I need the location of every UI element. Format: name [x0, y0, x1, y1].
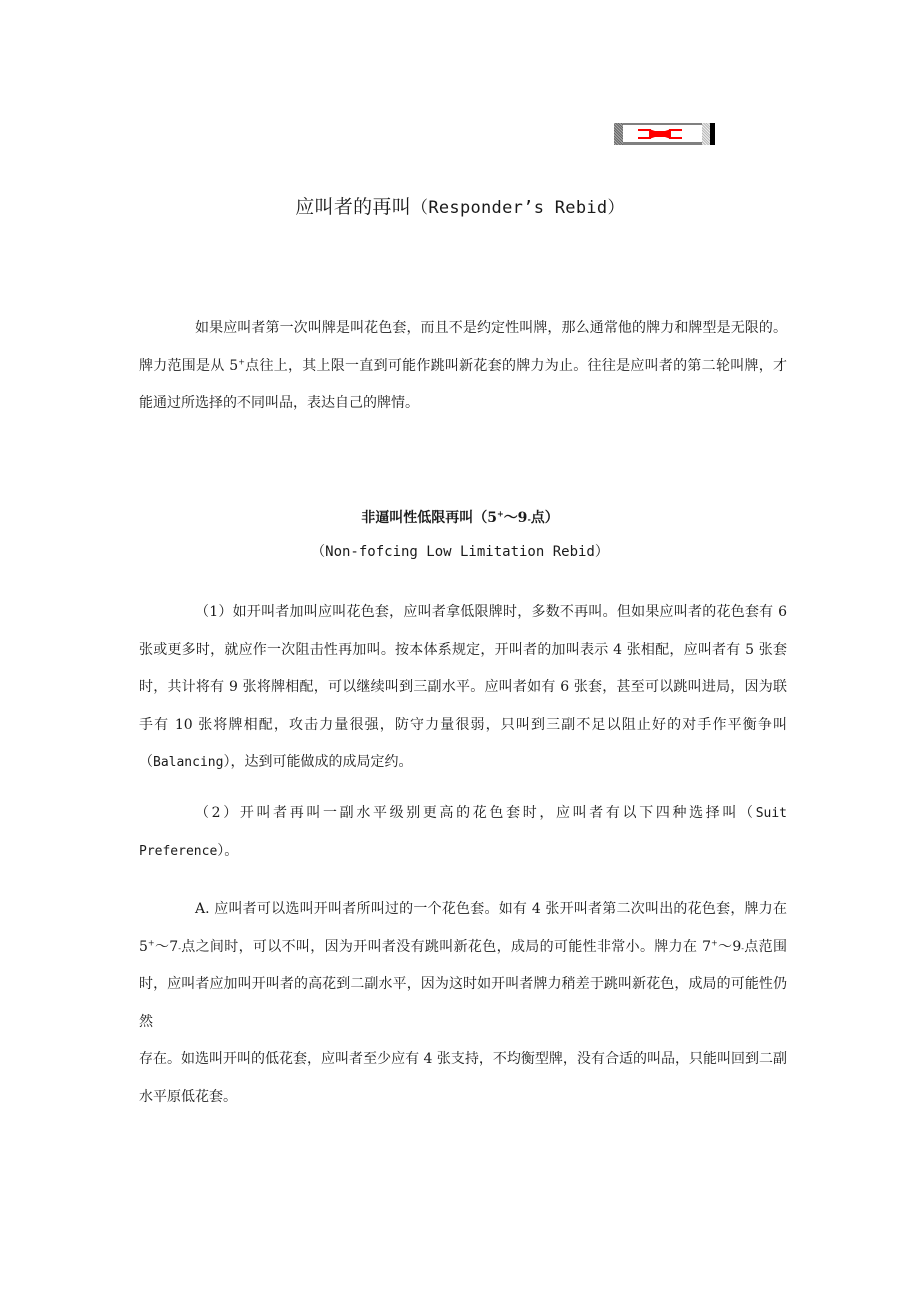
- para3-b-cont: 点范围时，应叫者应加叫开叫者的高花到二副水平，因为这时如开叫者牌力稍差于跳叫新花色，成局的可能性仍然: [139, 938, 787, 1030]
- divider-logo: [614, 123, 715, 145]
- para3-a-sub: -: [178, 943, 181, 953]
- para3-b-sup: +: [710, 937, 718, 947]
- heading-end: 点）: [530, 510, 559, 526]
- para2-text: （2）开叫者再叫一副水平级别更高的花色套时，应叫者有以下四种选择叫（: [195, 805, 756, 821]
- title-english: （Responder’s Rebid）: [411, 198, 625, 218]
- section-heading: [0, 507, 920, 527]
- logo-shadow-bar: [710, 123, 715, 145]
- para1-english-term: Balancing: [153, 755, 224, 770]
- para3-a-sup: +: [147, 937, 155, 947]
- heading-mid: ～9: [503, 510, 528, 526]
- logo-right-pattern: [702, 123, 710, 145]
- para1-end: ），达到可能做成的成局定约。: [223, 754, 413, 770]
- para3-a: A. 应叫者可以选叫开叫者所叫过的一个花色套。如有 4 张开叫者第二次叫出的花色套，牌力在 5: [139, 901, 787, 955]
- red-connector-icon: [638, 127, 682, 141]
- intro-sup: +: [238, 356, 245, 366]
- paragraph-3: [139, 891, 787, 1116]
- heading-sup: +: [496, 508, 504, 519]
- title-chinese: 应叫者的再叫: [295, 196, 412, 218]
- para3-a-mid: ～7: [154, 938, 179, 955]
- para3-a-cont: 点之间时，可以不叫，因为开叫者没有跳叫新花色，成局的可能性非常小。牌力在 7: [180, 938, 711, 955]
- paragraph-1: [139, 594, 787, 782]
- page-title: [0, 192, 920, 219]
- paragraph-2: [139, 795, 787, 870]
- intro-text-cont: 点往上，其上限一直到可能作跳叫新花套的牌力为止。往往是应叫者的第二轮叫牌，才能通过所选择的不同叫品，表达自己的牌情。: [139, 357, 788, 411]
- para3-b-sub: -: [741, 943, 744, 953]
- para2-english-term: Suit Preference: [139, 806, 787, 859]
- intro-paragraph: [139, 310, 787, 423]
- para3-b-mid: ～9: [717, 938, 742, 955]
- section-subheading-english: （Non-fofcing Low Limitation Rebid）: [311, 544, 609, 560]
- para2-end: ）。: [217, 842, 239, 859]
- para3-block: [139, 891, 787, 1041]
- heading-cn: 非逼叫性低限再叫（5: [361, 510, 497, 526]
- para1-text: （1）如开叫者加叫应叫花色套，应叫者拿低限牌时，多数不再叫。但如果应叫者的花色套有 6 张或更多时，就应作一次阻击性再加叫。按本体系规定，开叫者的加叫表示 4 张相配，应叫者有 5 张套时，共计将有 9 张将牌相配，可以继续叫到三副水平。应叫者如有 6 张套，甚至可以跳叫进局，因为联手有 10 张将牌相配，攻击力量很强，防守力量很弱，只叫到三副不足以阻止好的对手作平衡争叫（: [139, 604, 787, 770]
- para3-c: 存在。如选叫开叫的低花套，应叫者至少应有 4 张支持，不均衡型牌，没有合适的叫品，只能叫回到二副水平原低花套。: [139, 1051, 787, 1105]
- logo-left-pattern: [614, 123, 623, 145]
- intro-text: 如果应叫者第一次叫牌是叫花色套，而且不是约定性叫牌，那么通常他的牌力和牌型是无限的。牌力范围是从 5: [139, 320, 787, 374]
- heading-sub: -: [527, 514, 531, 524]
